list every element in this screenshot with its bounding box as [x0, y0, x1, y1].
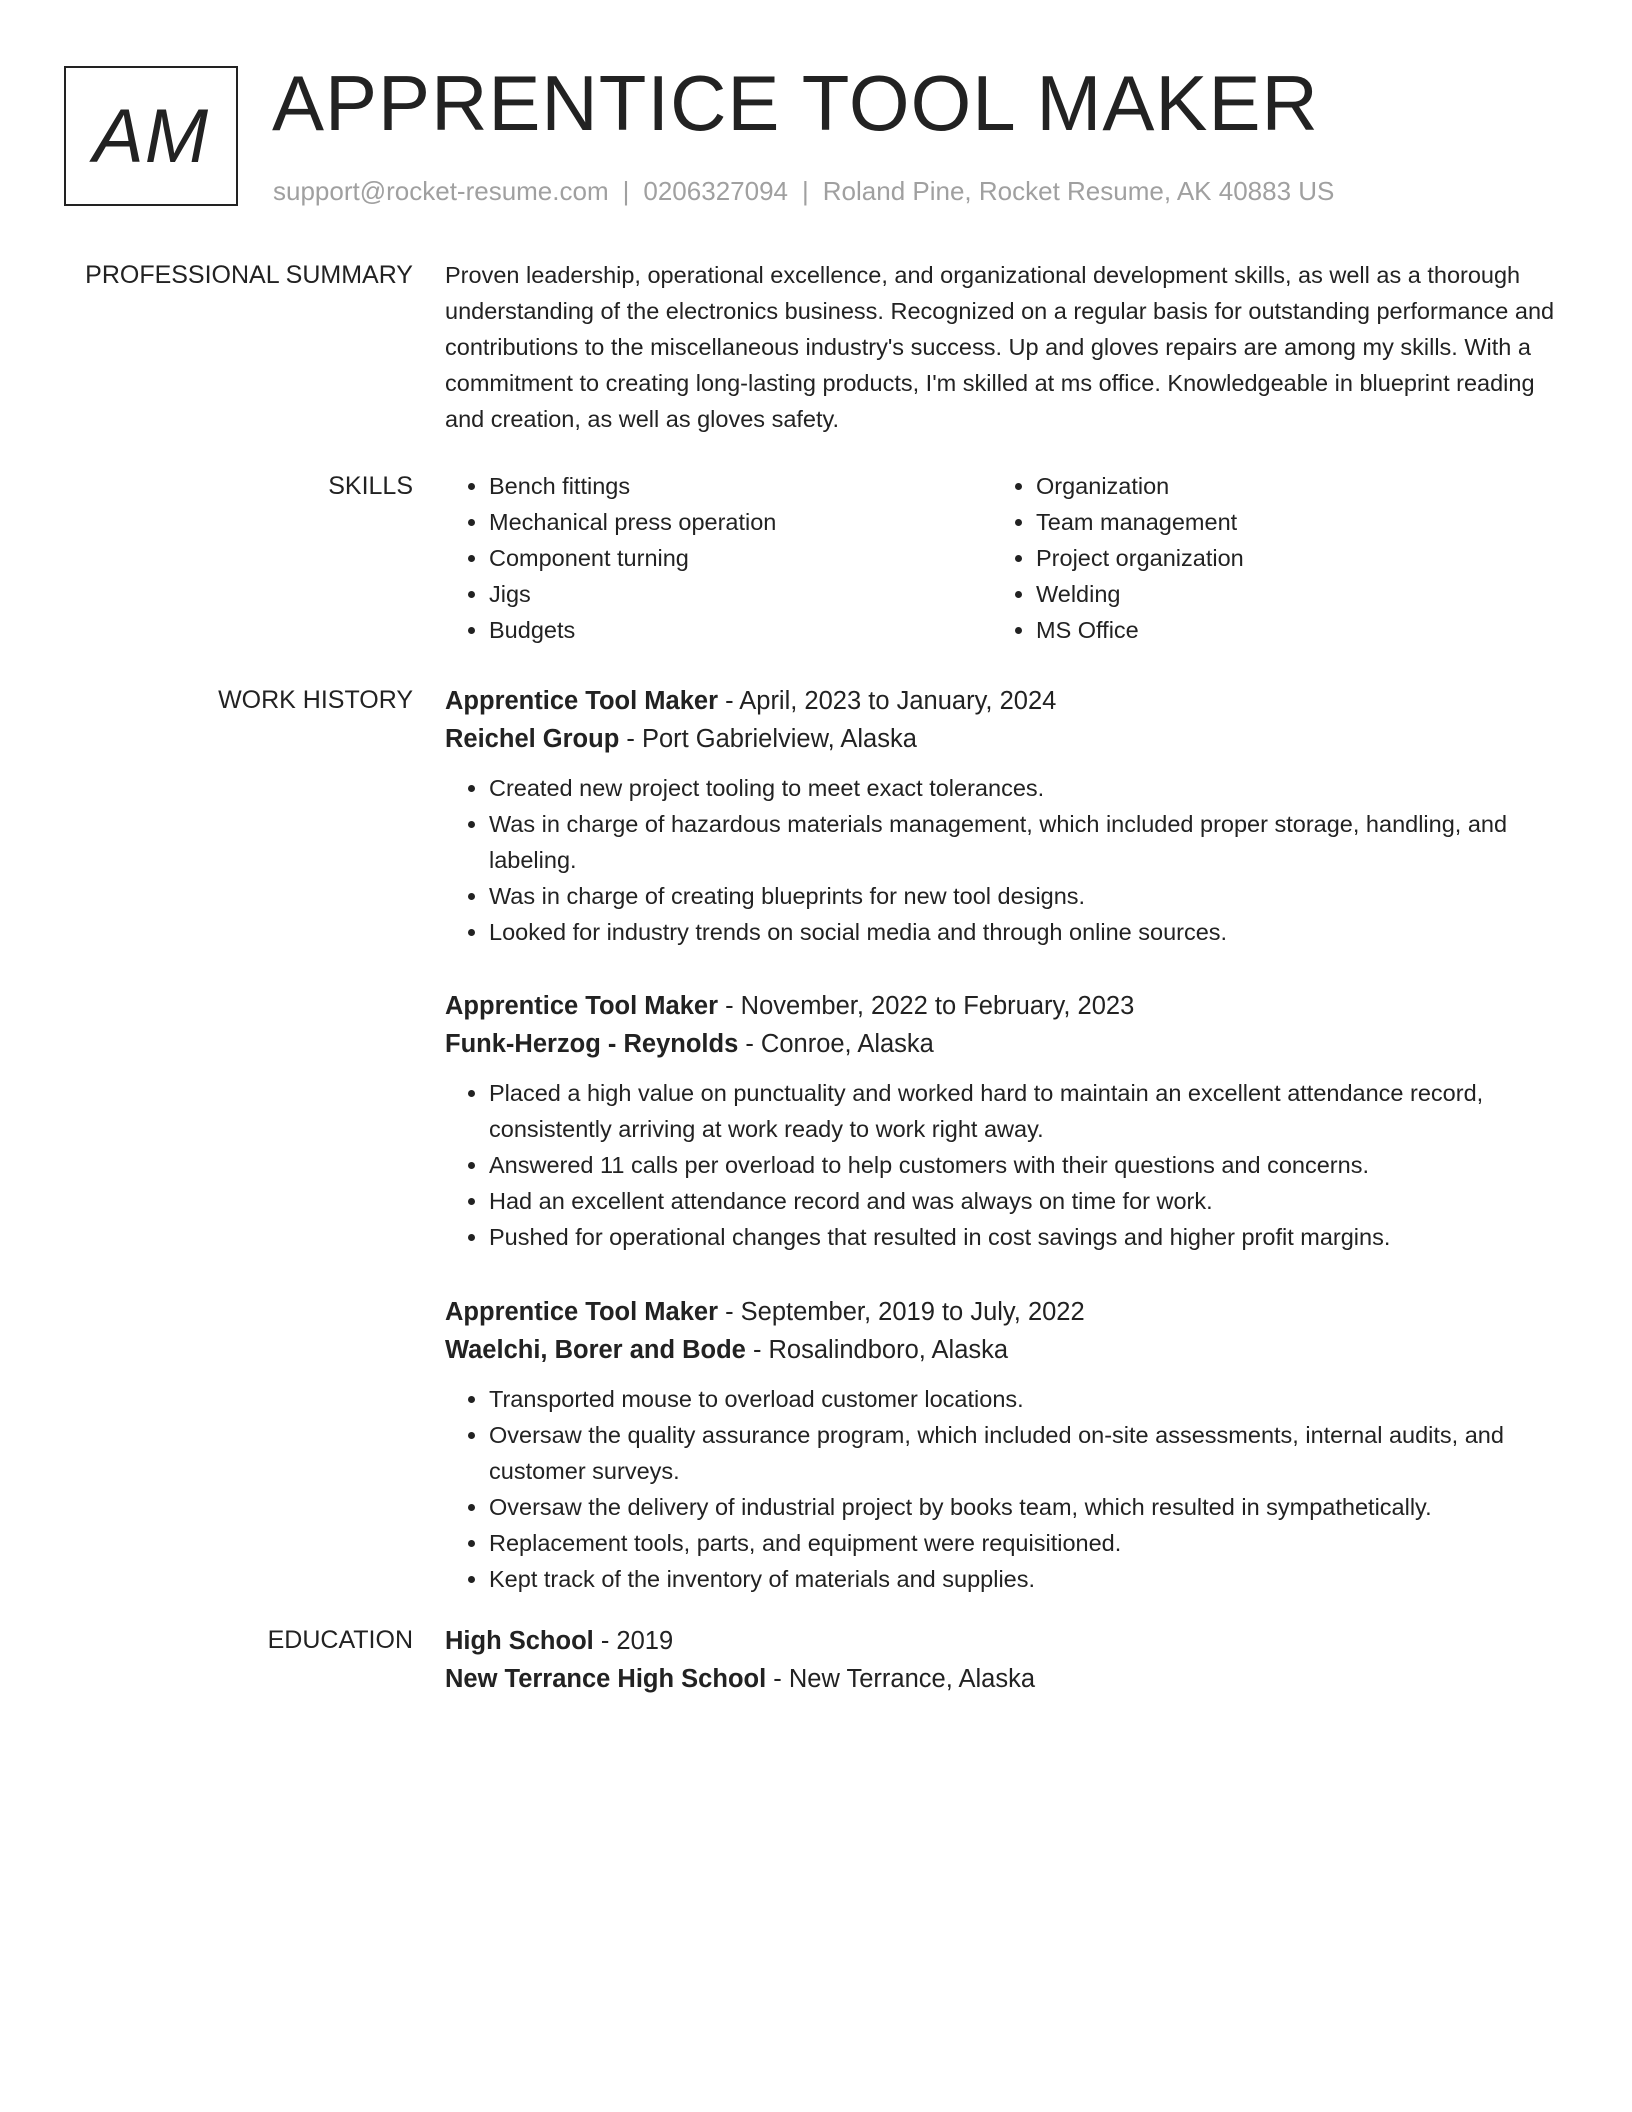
education-school-line — [445, 1660, 1560, 1698]
summary-body — [445, 257, 1560, 437]
skill-item: • Component turning — [489, 540, 992, 576]
skill-item: • Team management — [1036, 504, 1539, 540]
job-bullet: • Was in charge of creating blueprints for new tool designs. — [489, 878, 1560, 914]
education-heading: EDUCATION — [267, 1626, 413, 1654]
job-bullet: • Transported mouse to overload customer locations. — [489, 1381, 1560, 1417]
job-entry — [445, 682, 1560, 987]
skill-item: • MS Office — [1036, 612, 1539, 648]
job-title-line — [445, 1293, 1560, 1331]
education-year: - 2019 — [593, 1627, 674, 1655]
skills-heading: SKILLS — [328, 472, 413, 500]
skills-body — [445, 468, 1560, 648]
skill-item: • Mechanical press operation — [489, 504, 992, 540]
job-entry — [445, 1293, 1560, 1597]
work-history-body — [445, 682, 1560, 1597]
job-bullet: • Looked for industry trends on social media and through online sources. — [489, 914, 1560, 950]
skill-item: • Jigs — [489, 576, 992, 612]
contact-phone[interactable]: 0206327094 — [643, 176, 788, 206]
skill-item: • Welding — [1036, 576, 1539, 612]
job-bullet: • Pushed for operational changes that resulted in cost savings and higher profit margins. — [489, 1219, 1560, 1255]
skill-item: • Bench fittings — [489, 468, 992, 504]
skills-list-right — [992, 468, 1539, 648]
skill-item: • Project organization — [1036, 540, 1539, 576]
job-dates: - September, 2019 to July, 2022 — [718, 1298, 1085, 1326]
contact-separator: | — [622, 176, 630, 206]
job-company: Funk-Herzog - Reynolds — [445, 1030, 739, 1058]
candidate-title: APPRENTICE TOOL MAKER — [272, 59, 1319, 147]
contact-email[interactable]: support@rocket-resume.com — [273, 176, 609, 206]
job-bullets — [445, 1075, 1560, 1255]
job-title: Apprentice Tool Maker — [445, 687, 718, 715]
contact-line — [273, 174, 1334, 208]
contact-address: Roland Pine, Rocket Resume, AK 40883 US — [822, 176, 1335, 206]
job-dates: - November, 2022 to February, 2023 — [718, 992, 1135, 1020]
job-location: - Rosalindboro, Alaska — [745, 1336, 1009, 1364]
job-bullet: • Answered 11 calls per overload to help customers with their questions and concerns. — [489, 1147, 1560, 1183]
contact-separator: | — [802, 176, 809, 206]
education-degree: High School — [445, 1627, 594, 1655]
education-body — [445, 1622, 1560, 1698]
job-title-line — [445, 987, 1560, 1025]
skills-columns — [445, 468, 1560, 648]
job-company: Reichel Group — [445, 725, 620, 753]
job-bullet: • Had an excellent attendance record and was always on time for work. — [489, 1183, 1560, 1219]
skills-list-left — [445, 468, 992, 648]
job-bullet: • Created new project tooling to meet exact tolerances. — [489, 770, 1560, 806]
job-bullets — [445, 770, 1560, 950]
job-title-line — [445, 682, 1560, 720]
job-bullet: • Was in charge of hazardous materials management, which included proper storage, handling, and labeling. — [489, 806, 1560, 878]
education-degree-line — [445, 1622, 1560, 1660]
job-bullet: • Placed a high value on punctuality and worked hard to maintain an excellent attendance record, consistently arriving at work ready to work right away. — [489, 1075, 1560, 1147]
monogram-badge: AM — [64, 66, 238, 206]
summary-heading: PROFESSIONAL SUMMARY — [85, 261, 413, 289]
job-company-line — [445, 720, 1560, 758]
job-bullets — [445, 1381, 1560, 1597]
job-bullet: • Replacement tools, parts, and equipment were requisitioned. — [489, 1525, 1560, 1561]
job-company-line — [445, 1331, 1560, 1369]
job-title: Apprentice Tool Maker — [445, 1298, 718, 1326]
job-title: Apprentice Tool Maker — [445, 992, 718, 1020]
skill-item: • Organization — [1036, 468, 1539, 504]
education-location: - New Terrance, Alaska — [766, 1665, 1035, 1693]
job-dates: - April, 2023 to January, 2024 — [718, 687, 1057, 715]
job-location: - Conroe, Alaska — [738, 1030, 934, 1058]
job-bullet: • Oversaw the delivery of industrial project by books team, which resulted in sympathetically. — [489, 1489, 1560, 1525]
work-history-heading: WORK HISTORY — [218, 686, 413, 714]
education-school: New Terrance High School — [445, 1665, 767, 1693]
skill-item: • Budgets — [489, 612, 992, 648]
job-bullet: • Oversaw the quality assurance program, which included on-site assessments, internal audits, and customer surveys. — [489, 1417, 1560, 1489]
job-company-line — [445, 1025, 1560, 1063]
job-entry — [445, 987, 1560, 1293]
job-company: Waelchi, Borer and Bode — [445, 1336, 746, 1364]
job-bullet: • Kept track of the inventory of materials and supplies. — [489, 1561, 1560, 1597]
summary-text: Proven leadership, operational excellence, and organizational development skills, as well as a thorough understanding of the electronics business. Recognized on a regular basis for outstanding performance and contributions to the miscellaneous industry's success. Up and gloves repairs are among my skills. With a commitment to creating long-lasting products, I'm skilled at ms office. Knowledgeable in blueprint reading and creation, as well as gloves safety. — [445, 262, 1555, 432]
job-location: - Port Gabrielview, Alaska — [619, 725, 917, 753]
